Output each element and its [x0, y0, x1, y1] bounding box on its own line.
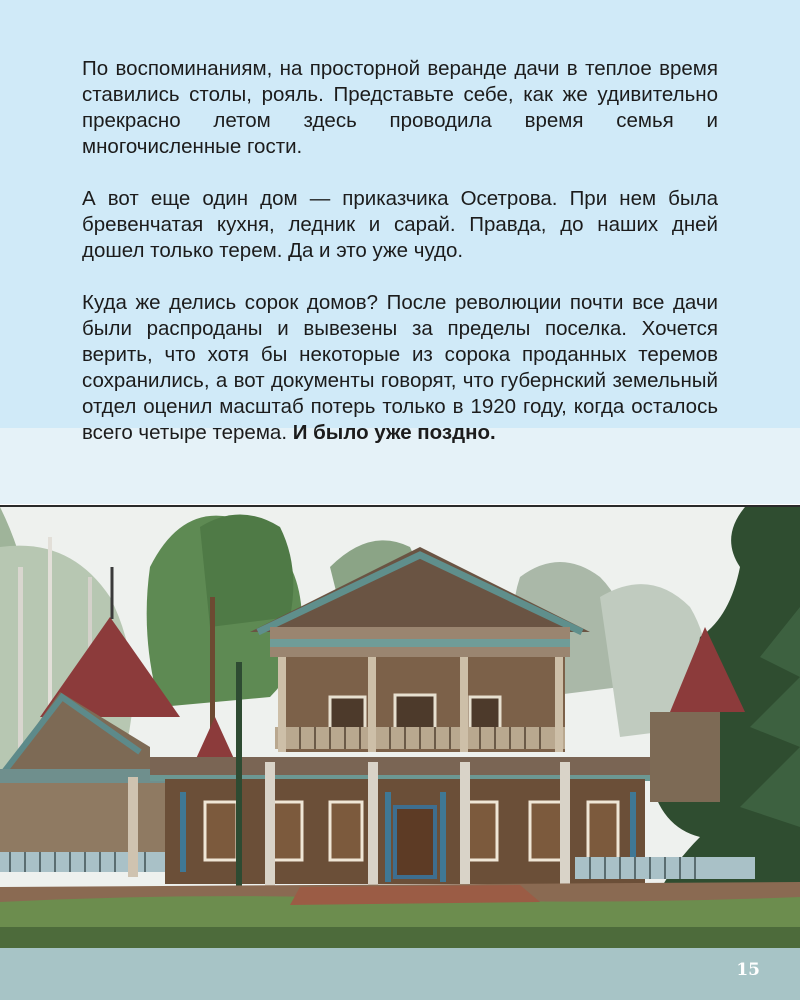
- wooden-house-photo: [0, 505, 800, 950]
- paragraph-1-text: По воспоминаниям, на просторной веранде дачи в теплое время ставились столы, рояль. Представьте себе, как же удивительно прекрасно летом здесь проводила время семья и многочисленные гости.: [82, 57, 718, 158]
- paragraph-2-text: А вот еще один дом — приказчика Осетрова. При нем была бревенчатая кухня, ледник и сарай. Правда, до наших дней дошел только терем. Да и это уже чудо.: [82, 187, 718, 262]
- paragraph-3-text: Куда же делись сорок домов? После революции почти все дачи были распроданы и вывезены за пределы поселка. Хочется верить, что хотя бы некоторые из сорока проданных теремов сохранились, а вот документы говорят, что губернский земельный отдел оценил масштаб потерь только в 1920 году, когда осталось всего четыре терема.: [82, 291, 718, 444]
- house-illustration: [0, 507, 800, 950]
- paragraph-3: [82, 290, 718, 446]
- paragraph-2: [82, 186, 718, 264]
- paragraph-3-bold-text: И было уже поздно.: [292, 421, 496, 444]
- text-block: [82, 56, 718, 446]
- paragraph-1: [82, 56, 718, 160]
- page-number: 15: [736, 960, 760, 980]
- page-footer: [0, 948, 800, 1000]
